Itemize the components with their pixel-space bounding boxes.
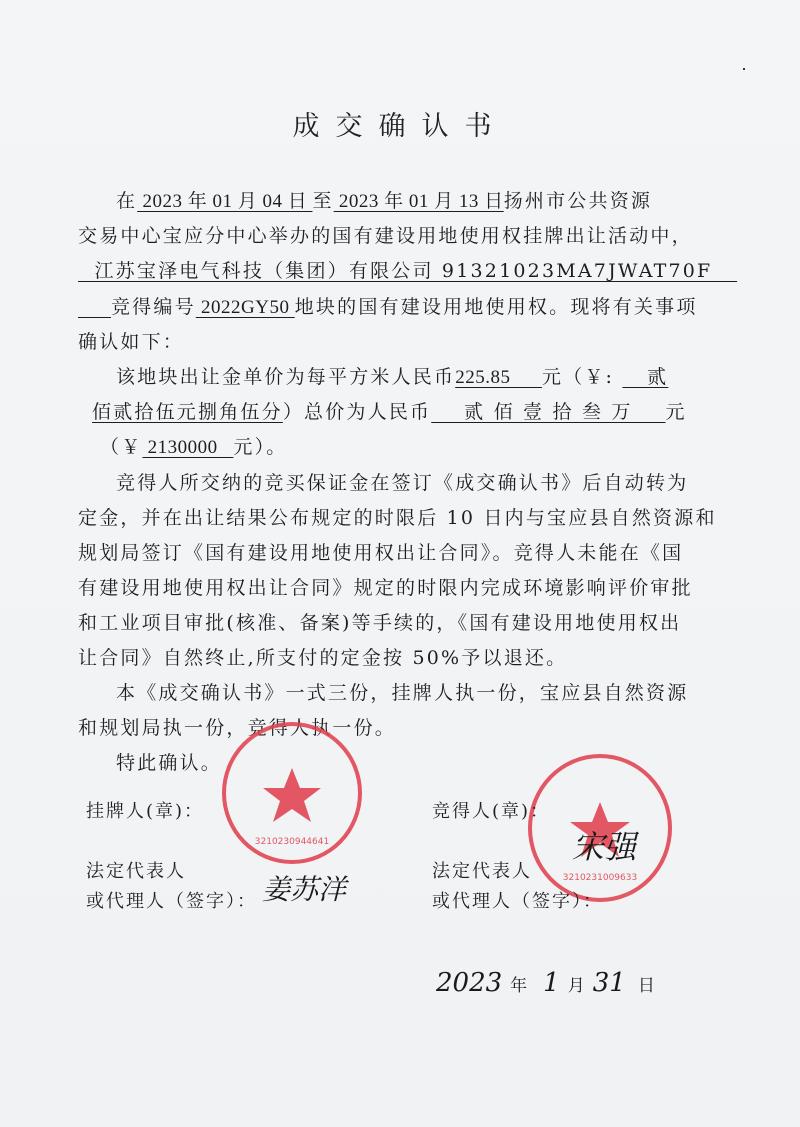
lister-rep-label-1: 法定代表人 bbox=[86, 861, 186, 882]
para2-line1 bbox=[116, 362, 668, 389]
para4-line1: 本《成交确认书》一式三份，挂牌人执一份，宝应县自然资源 bbox=[116, 682, 689, 704]
para3-line2: 定金，并在出让结果公布规定的时限后 10 日内与宝应县自然资源和 bbox=[78, 507, 717, 529]
bidder-signature: 宋强 bbox=[572, 828, 637, 866]
svg-text:3210230944641: 3210230944641 bbox=[254, 837, 330, 847]
para3-line4: 有建设用地使用权出让合同》规定的时限内完成环境影响评价审批 bbox=[78, 577, 693, 599]
para3-line1: 竞得人所交纳的竞买保证金在签订《成交确认书》后自动转为 bbox=[116, 472, 689, 494]
total-price-words: 贰 佰 壹 拾 叁 万 bbox=[431, 401, 666, 423]
winning-bidder: 江苏宝泽电气科技（集团）有限公司 91321023MA7JWAT70F bbox=[78, 260, 738, 282]
para1-line4 bbox=[78, 292, 698, 319]
date-day-label: 日 bbox=[637, 976, 655, 996]
lister-seal-label: 挂牌人(章)： bbox=[86, 801, 205, 822]
signing-date bbox=[436, 968, 655, 998]
blank-field bbox=[78, 296, 111, 318]
lister-rep-label-2: 或代理人（签字）： bbox=[86, 891, 257, 912]
bidder-rep-label-1: 法定代表人 bbox=[432, 861, 532, 882]
para2-text6: 元）。 bbox=[233, 436, 288, 458]
para2-text5: （￥ bbox=[100, 436, 143, 458]
bidder-seal-label: 竞得人(章)： bbox=[432, 801, 551, 822]
unit-price-words-part1: 贰 bbox=[622, 366, 669, 388]
para1-line5: 确认如下： bbox=[78, 331, 185, 353]
para1-line3 bbox=[78, 256, 737, 283]
para2-text1: 该地块出让金单价为每平方米人民币 bbox=[116, 366, 456, 388]
start-date: 2023 年 01 月 04 日 bbox=[137, 191, 313, 212]
para1-line1 bbox=[116, 186, 652, 213]
para1-text3: 地块的国有建设用地使用权。现将有关事项 bbox=[294, 296, 698, 318]
unit-price: 225.85 bbox=[455, 367, 542, 388]
para2-line3 bbox=[100, 432, 288, 459]
closing-statement: 特此确认。 bbox=[116, 752, 223, 774]
date-month: 1 bbox=[543, 968, 560, 998]
para2-text2: 元（￥: bbox=[541, 366, 623, 388]
end-date: 2023 年 01 月 13 日 bbox=[333, 191, 504, 212]
para2-text4: 元 bbox=[665, 401, 687, 423]
lot-number: 2022GY50 bbox=[195, 297, 295, 318]
lister-signature: 姜苏洋 bbox=[262, 873, 347, 906]
document-title: 成交确认书 bbox=[292, 111, 508, 142]
para3-line3: 规划局签订《国有建设用地使用权出让合同》。竞得人未能在《国 bbox=[78, 542, 684, 564]
para1-line2: 交易中心宝应分中心举办的国有建设用地使用权挂牌出让活动中， bbox=[78, 225, 693, 247]
para1-text1: 扬州市公共资源 bbox=[503, 190, 653, 212]
date-year-label: 年 bbox=[510, 976, 528, 996]
para2-text3: ）总价为人民币 bbox=[282, 401, 432, 423]
date-month-label: 月 bbox=[567, 976, 585, 996]
para1-prefix: 在 bbox=[116, 190, 138, 212]
paper-speck bbox=[743, 68, 745, 70]
bidder-rep-label-2: 或代理人（签字）： bbox=[432, 891, 603, 912]
date-year: 2023 bbox=[436, 968, 503, 998]
lot-label: 竞得编号 bbox=[110, 296, 196, 318]
lister-official-seal bbox=[222, 722, 362, 864]
date-day: 31 bbox=[592, 968, 626, 998]
svg-text:3210231009633: 3210231009633 bbox=[562, 873, 638, 883]
para1-to: 至 bbox=[312, 190, 334, 212]
unit-price-words-part2: 佰贰拾伍元捌角伍分 bbox=[92, 401, 283, 423]
total-price-number: 2130000 bbox=[142, 437, 234, 458]
star-icon bbox=[226, 726, 358, 860]
para4-line2: 和规划局执一份，竞得人执一份。 bbox=[78, 717, 397, 739]
para3-line6: 让合同》自然终止,所支付的定金按 50%予以退还。 bbox=[78, 647, 568, 669]
para3-line5: 和工业项目审批(核准、备案)等手续的，《国有建设用地使用权出 bbox=[78, 612, 682, 634]
para2-line2 bbox=[92, 397, 687, 424]
